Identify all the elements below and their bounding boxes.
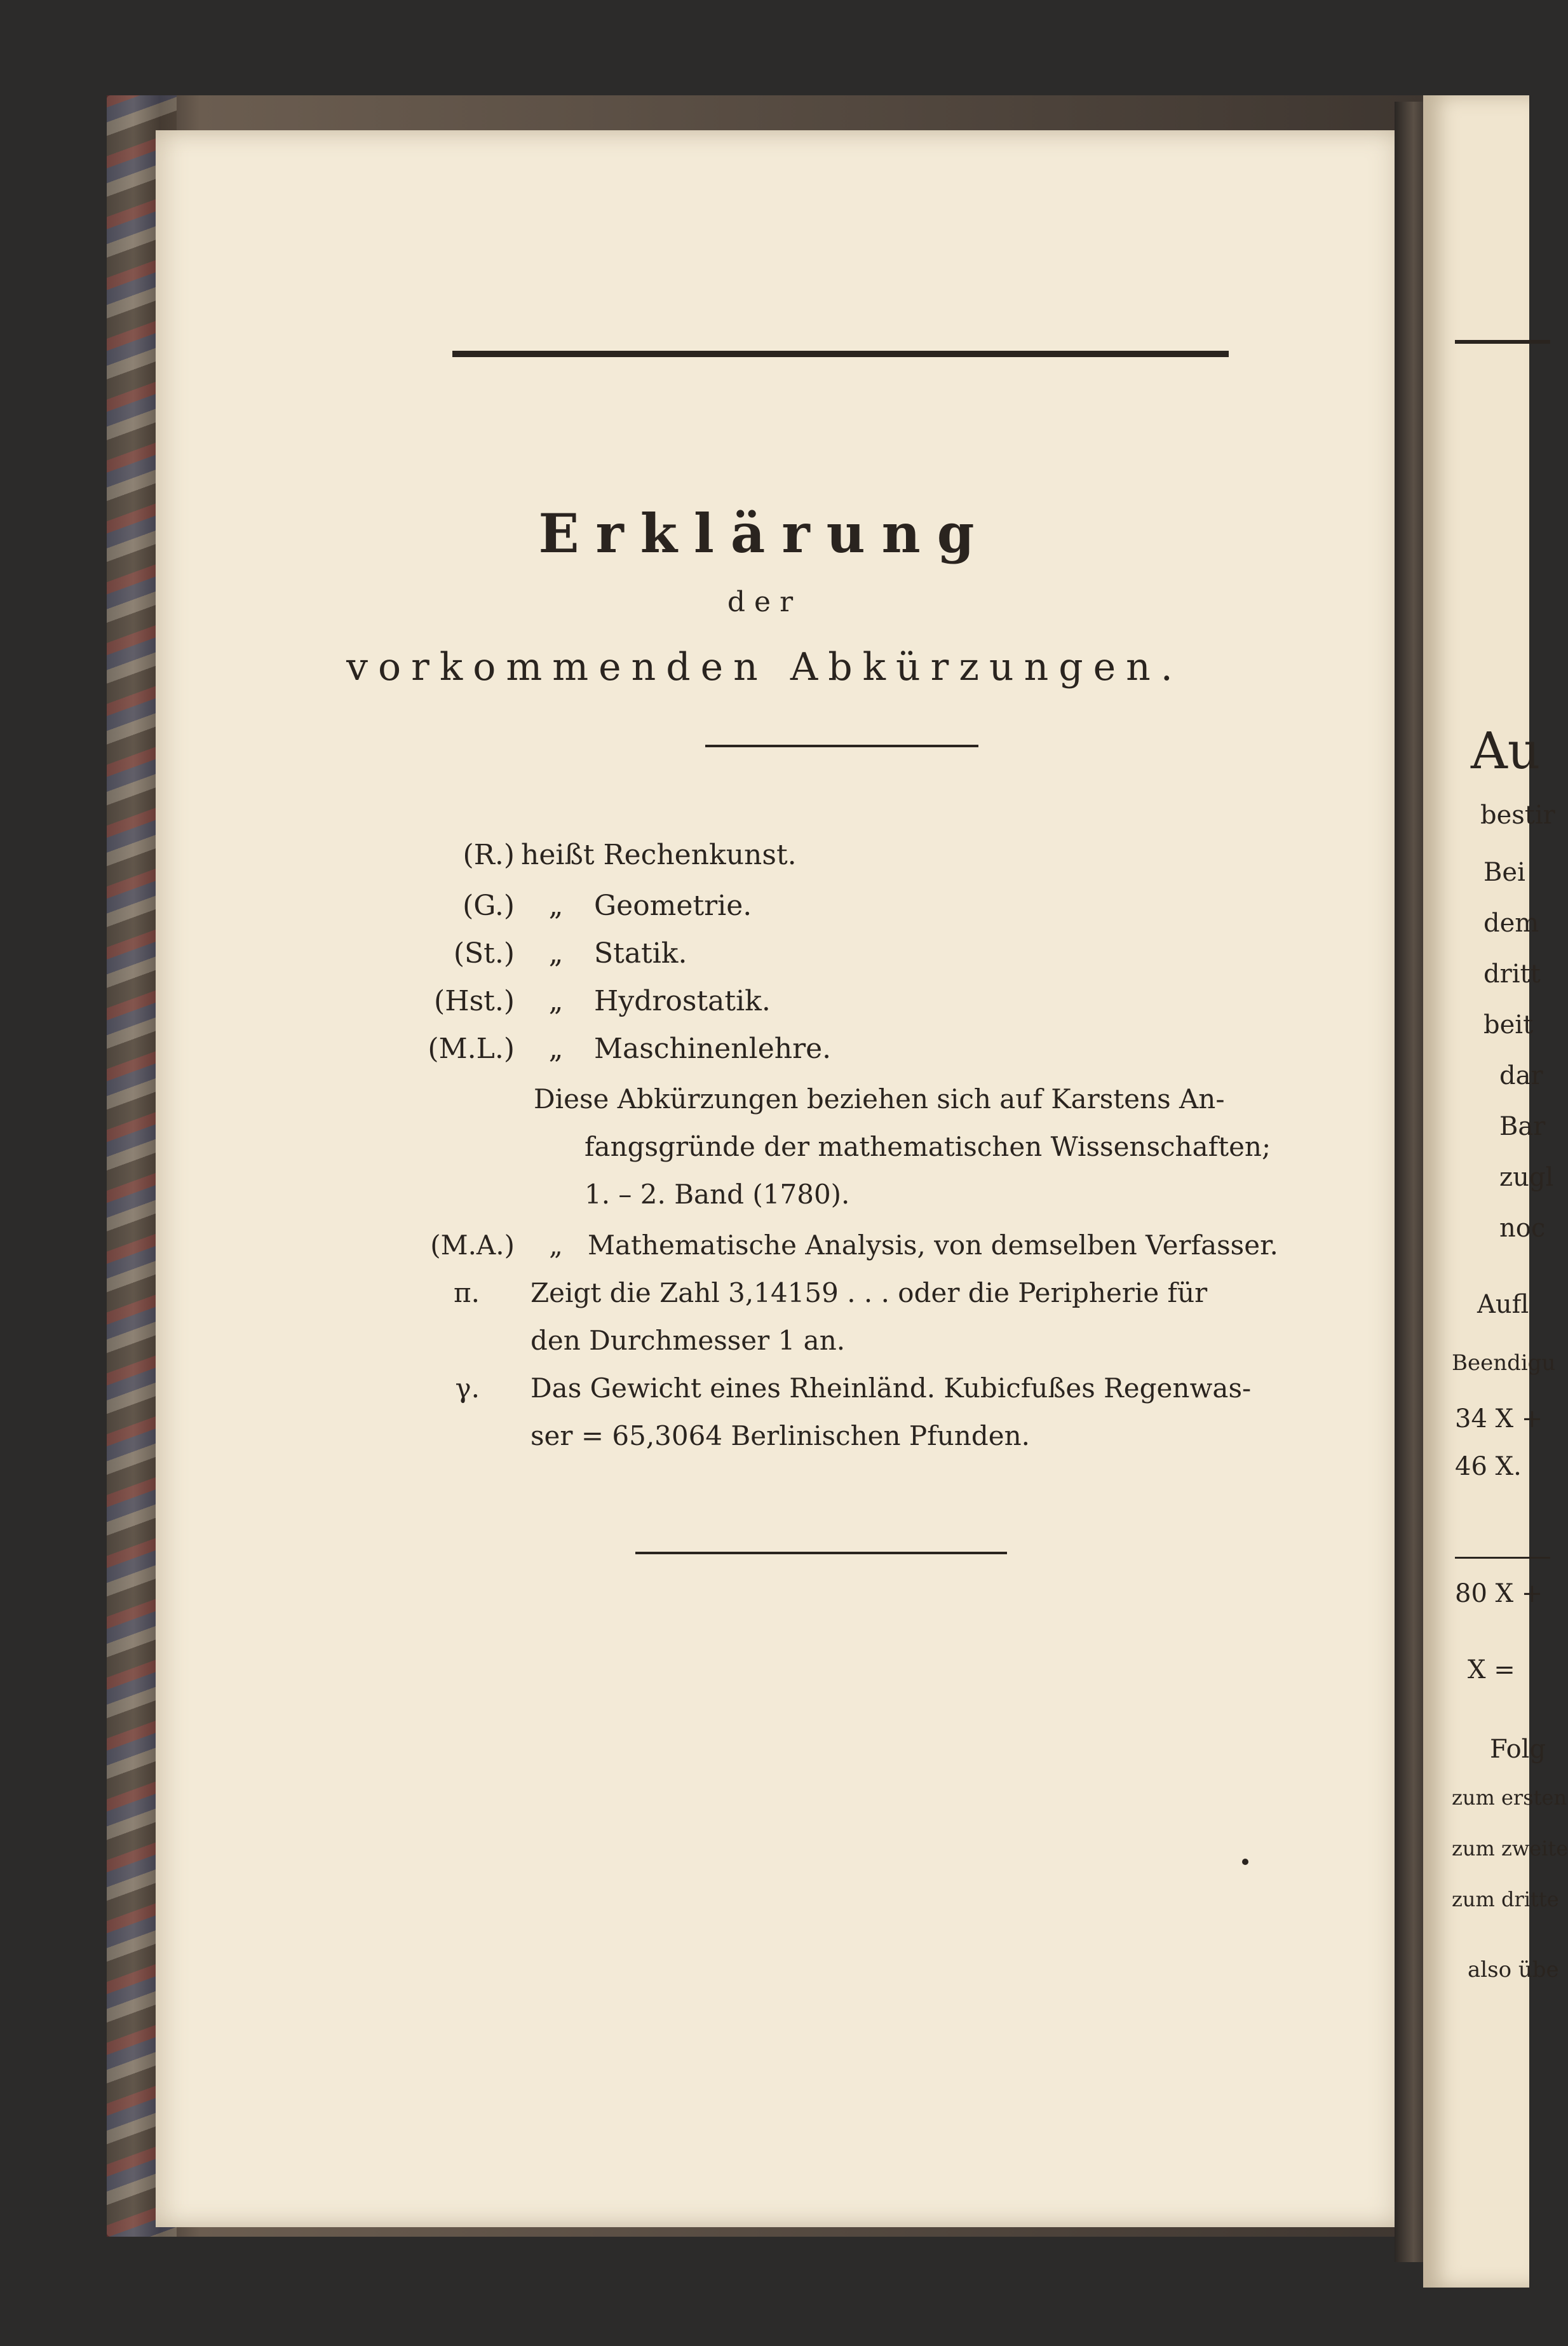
abbreviation-meaning: Geometrie. — [594, 890, 752, 922]
symbol: π. — [454, 1277, 480, 1308]
right-page-line: X = — [1468, 1655, 1515, 1685]
abbreviation: (St.) — [453, 937, 515, 970]
top-rule — [452, 351, 1229, 357]
right-page-line: Aufl — [1477, 1290, 1529, 1319]
right-page-line: dritt — [1484, 959, 1541, 989]
abbreviation: (Hst.) — [434, 985, 515, 1017]
symbol-meaning-continued: den Durchmesser 1 an. — [531, 1325, 846, 1356]
right-page — [1423, 95, 1568, 2288]
ink-dot — [1242, 1859, 1248, 1865]
page-title: Erklärung — [538, 502, 991, 565]
right-page-line: Folg — [1490, 1735, 1546, 1764]
right-page-line: zugl — [1499, 1163, 1554, 1192]
abbreviation-meaning: Hydrostatik. — [594, 985, 771, 1017]
symbol-meaning-continued: ser = 65,3064 Berlinischen Pfunden. — [531, 1420, 1030, 1451]
right-page-line: noc — [1499, 1214, 1546, 1243]
right-page-line: beit — [1484, 1010, 1534, 1040]
abbreviation: (M.A.) — [430, 1230, 515, 1261]
symbol-meaning: Das Gewicht eines Rheinländ. Kubicfußes Regenwas- — [531, 1373, 1252, 1404]
symbol-meaning: Zeigt die Zahl 3,14159 . . . oder die Peripherie für — [531, 1277, 1208, 1308]
abbreviation-meaning: Mathematische Analysis, von demselben Verfasser. — [588, 1230, 1278, 1261]
ditto-mark: „ — [548, 1033, 564, 1065]
note-line: Diese Abkürzungen beziehen sich auf Karstens An- — [534, 1083, 1225, 1115]
right-page-line: Au — [1471, 721, 1541, 780]
ditto-mark: „ — [548, 890, 564, 922]
right-page-rule — [1455, 1557, 1550, 1559]
abbreviation-meaning: Statik. — [594, 937, 687, 970]
right-page-line: dem — [1484, 909, 1539, 938]
abbreviation-meaning: heißt Rechenkunst. — [521, 839, 797, 871]
right-page-line: zum dritte — [1452, 1887, 1559, 1911]
right-page-line: bestir — [1480, 801, 1555, 830]
abbreviation-meaning: Maschinenlehre. — [594, 1033, 832, 1065]
right-page-line: 34 X + — [1455, 1404, 1543, 1434]
right-page-line: 46 X. — [1455, 1452, 1522, 1481]
ditto-mark: „ — [548, 985, 564, 1017]
ditto-mark: „ — [549, 1230, 563, 1261]
symbol: γ. — [455, 1373, 480, 1404]
right-page-line: also übe — [1468, 1957, 1559, 1983]
mid-rule — [705, 745, 978, 747]
right-page-rule — [1455, 340, 1550, 344]
right-page-line: dar — [1499, 1061, 1543, 1090]
right-page-line: Bar — [1499, 1112, 1546, 1141]
page-subtitle-der: der — [727, 586, 802, 618]
note-line: 1. – 2. Band (1780). — [585, 1179, 850, 1210]
note-line: fangsgründe der mathematischen Wissenschaften; — [585, 1131, 1271, 1162]
right-page-line: Beendigu — [1452, 1350, 1556, 1376]
ditto-mark: „ — [548, 937, 564, 970]
abbreviation: (G.) — [463, 890, 515, 922]
page-subtitle: vorkommenden Abkürzungen. — [346, 645, 1183, 689]
abbreviation: (R.) — [463, 839, 515, 871]
right-page-line: Bei — [1484, 858, 1525, 887]
right-page-line: zum ersten — [1452, 1786, 1567, 1810]
right-page-line: 80 X + — [1455, 1579, 1543, 1608]
abbreviation: (M.L.) — [428, 1033, 515, 1065]
bottom-rule — [635, 1552, 1007, 1554]
right-page-line: zum zweite — [1452, 1836, 1568, 1861]
